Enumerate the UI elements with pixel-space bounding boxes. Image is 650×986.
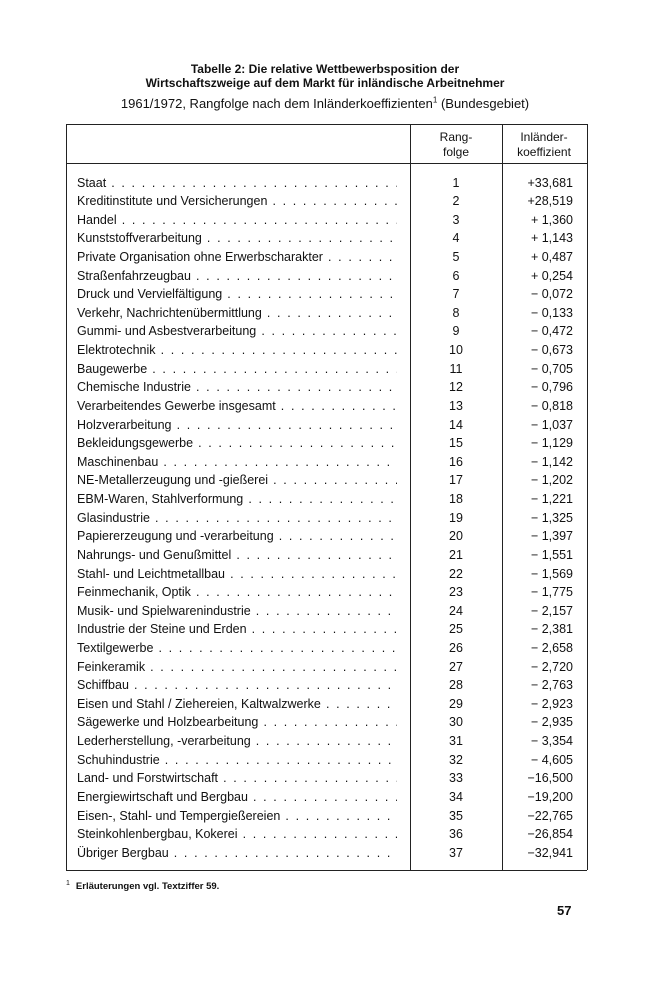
- row-coefficient: − 1,142: [530, 454, 573, 469]
- row-industry-name: Gummi- und Asbestverarbeitung . . .: [77, 322, 397, 340]
- table-row: [66, 434, 586, 453]
- row-coefficient: −26,854: [527, 827, 573, 842]
- row-industry-name: Industrie der Steine und Erden . . .: [77, 620, 397, 638]
- header-coef-line-1: Inländer-: [520, 130, 568, 144]
- row-industry-name: Feinkeramik . . .: [77, 658, 397, 676]
- row-coefficient: − 1,325: [530, 510, 573, 525]
- row-rank: 24: [449, 603, 463, 618]
- row-coefficient: + 0,254: [530, 268, 573, 283]
- row-rank: 36: [449, 827, 463, 842]
- row-rank: 31: [449, 734, 463, 749]
- row-coefficient: − 1,569: [530, 566, 573, 581]
- row-coefficient: + 0,487: [530, 249, 573, 264]
- row-rank: 37: [449, 845, 463, 860]
- row-coefficient: − 2,658: [530, 641, 573, 655]
- row-industry-name: Private Organisation ohne Erwerbscharakter . . .: [77, 248, 397, 266]
- row-industry-name: Staat . . .: [77, 174, 397, 192]
- row-industry-name: Kunststoffverarbeitung . . .: [77, 229, 397, 247]
- table-row: [66, 639, 586, 658]
- table-row: [66, 732, 586, 751]
- row-rank: 18: [449, 492, 463, 507]
- row-coefficient: + 1,360: [530, 212, 573, 227]
- row-coefficient: −32,941: [527, 845, 573, 860]
- row-industry-name: Verarbeitendes Gewerbe insgesamt . . .: [77, 397, 397, 415]
- row-coefficient: + 1,143: [530, 231, 573, 246]
- table-bottom-rule: [66, 870, 587, 871]
- row-industry-name: Musik- und Spielwarenindustrie . . .: [77, 602, 397, 620]
- table-row: [66, 602, 586, 621]
- row-industry-name: Energiewirtschaft und Bergbau . . .: [77, 788, 397, 806]
- table-row: [66, 825, 586, 844]
- row-rank: 3: [452, 212, 460, 227]
- row-rank: 27: [449, 659, 463, 674]
- row-rank: 30: [449, 715, 463, 730]
- row-industry-name: Holzverarbeitung . . .: [77, 416, 397, 434]
- footnote-text: Erläuterungen vgl. Textziffer 59.: [75, 881, 220, 893]
- row-industry-name: Druck und Vervielfältigung . . .: [77, 285, 397, 303]
- row-coefficient: − 2,763: [530, 678, 573, 693]
- row-rank: 6: [452, 268, 460, 283]
- row-rank: 7: [452, 287, 460, 302]
- row-coefficient: − 2,157: [530, 603, 573, 618]
- page-number: 57: [557, 903, 572, 918]
- row-rank: 32: [449, 752, 463, 767]
- row-industry-name: Eisen und Stahl / Ziehereien, Kaltwalzwerke . . .: [77, 695, 397, 713]
- row-industry-name: Maschinenbau . . .: [77, 453, 397, 471]
- table-row: [66, 453, 586, 472]
- table-row: [66, 658, 586, 677]
- row-rank: 22: [449, 566, 463, 581]
- row-industry-name: Lederherstellung, -verarbeitung . . .: [77, 732, 397, 750]
- table-row: [66, 304, 586, 323]
- table-row: [66, 341, 586, 360]
- row-rank: 33: [449, 771, 463, 786]
- row-rank: 12: [449, 380, 463, 395]
- row-coefficient: − 2,381: [530, 622, 573, 637]
- table-row: [66, 844, 586, 863]
- table-row: [66, 211, 586, 230]
- row-rank: 13: [449, 398, 463, 413]
- row-industry-name: Sägewerke und Holzbearbeitung . . .: [77, 713, 397, 731]
- title-line-2: Wirtschaftszweige auf dem Markt für inländische Arbeitnehmer: [145, 76, 505, 90]
- row-rank: 29: [449, 696, 463, 711]
- row-rank: 4: [452, 231, 460, 246]
- footnote-mark: 1: [66, 880, 70, 887]
- row-industry-name: Elektrotechnik . . .: [77, 341, 397, 359]
- row-coefficient: − 0,705: [530, 361, 573, 376]
- row-coefficient: − 1,202: [530, 473, 573, 488]
- row-rank: 26: [449, 641, 463, 655]
- subtitle-footnote-mark: 1: [432, 95, 438, 105]
- row-coefficient: −19,200: [527, 789, 573, 804]
- table-row: [66, 769, 586, 788]
- row-coefficient: − 0,673: [530, 343, 573, 358]
- table-row: [66, 471, 586, 490]
- table-row: [66, 695, 586, 714]
- subtitle-text: 1961/1972, Rangfolge nach dem Inländerkoeffizienten: [120, 96, 433, 111]
- row-industry-name: Steinkohlenbergbau, Kokerei . . .: [77, 825, 397, 843]
- row-industry-name: Handel . . .: [77, 211, 397, 229]
- table-row: [66, 285, 586, 304]
- row-coefficient: − 1,397: [530, 529, 573, 544]
- row-coefficient: − 0,133: [530, 305, 573, 320]
- subtitle-tail: (Bundesgebiet): [437, 96, 530, 111]
- row-rank: 16: [449, 454, 463, 469]
- row-coefficient: − 1,775: [530, 585, 573, 600]
- header-rank: [410, 130, 502, 160]
- header-rank-line-2: folge: [442, 145, 470, 159]
- row-rank: 11: [449, 361, 463, 376]
- row-coefficient: +33,681: [527, 175, 573, 190]
- row-industry-name: Verkehr, Nachrichtenübermittlung . . .: [77, 304, 397, 322]
- row-rank: 20: [449, 529, 463, 544]
- table-row: [66, 360, 586, 379]
- footnote: [66, 880, 219, 892]
- row-rank: 25: [449, 622, 463, 637]
- row-rank: 2: [452, 194, 460, 209]
- row-coefficient: −22,765: [527, 808, 573, 823]
- table-row: [66, 788, 586, 807]
- table-row: [66, 397, 586, 416]
- row-coefficient: −16,500: [527, 771, 573, 786]
- table-row: [66, 807, 586, 826]
- row-rank: 8: [452, 305, 460, 320]
- row-industry-name: Eisen-, Stahl- und Tempergießereien . . .: [77, 807, 397, 825]
- row-rank: 19: [449, 510, 463, 525]
- row-industry-name: Papiererzeugung und -verarbeitung . . .: [77, 527, 397, 545]
- row-coefficient: − 1,037: [530, 417, 573, 432]
- table-row: [66, 676, 586, 695]
- row-industry-name: Nahrungs- und Genußmittel . . .: [77, 546, 397, 564]
- row-rank: 34: [449, 789, 463, 804]
- row-coefficient: − 4,605: [530, 752, 573, 767]
- table-subtitle: [0, 96, 650, 112]
- table-row: [66, 546, 586, 565]
- row-industry-name: Bekleidungsgewerbe . . .: [77, 434, 397, 452]
- row-coefficient: − 1,551: [530, 547, 573, 562]
- table-row: [66, 174, 586, 193]
- row-industry-name: Land- und Forstwirtschaft . . .: [77, 769, 397, 787]
- row-industry-name: Straßenfahrzeugbau . . .: [77, 267, 397, 285]
- table-row: [66, 192, 586, 211]
- table-title: [0, 62, 650, 90]
- row-industry-name: Schuhindustrie . . .: [77, 751, 397, 769]
- row-industry-name: Glasindustrie . . .: [77, 509, 397, 527]
- title-line-1: Tabelle 2: Die relative Wettbewerbsposition der: [190, 62, 460, 76]
- header-coefficient: [502, 130, 586, 160]
- table-top-rule: [66, 124, 587, 125]
- table-row: [66, 527, 586, 546]
- row-coefficient: − 3,354: [530, 734, 573, 749]
- table-row: [66, 509, 586, 528]
- table-row: [66, 751, 586, 770]
- row-industry-name: Übriger Bergbau . . .: [77, 844, 397, 862]
- table-row: [66, 322, 586, 341]
- row-industry-name: Baugewerbe . . .: [77, 360, 397, 378]
- row-rank: 9: [452, 324, 460, 339]
- table-row: [66, 565, 586, 584]
- row-coefficient: − 2,923: [530, 696, 573, 711]
- row-rank: 17: [449, 473, 463, 488]
- header-rank-line-1: Rang-: [439, 130, 473, 144]
- row-rank: 10: [449, 343, 463, 358]
- table-row: [66, 267, 586, 286]
- row-coefficient: +28,519: [527, 194, 573, 209]
- table-row: [66, 378, 586, 397]
- table-row: [66, 416, 586, 435]
- header-coef-line-2: koeffizient: [517, 145, 571, 159]
- row-industry-name: NE-Metallerzeugung und -gießerei . . .: [77, 471, 397, 489]
- table-row: [66, 583, 586, 602]
- row-coefficient: − 0,472: [530, 324, 573, 339]
- row-industry-name: EBM-Waren, Stahlverformung . . .: [77, 490, 397, 508]
- row-rank: 28: [449, 678, 463, 693]
- row-coefficient: − 0,818: [530, 398, 573, 413]
- table-row: [66, 713, 586, 732]
- row-coefficient: − 1,129: [530, 436, 573, 451]
- table-row: [66, 248, 586, 267]
- row-coefficient: − 1,221: [530, 492, 573, 507]
- row-coefficient: − 2,720: [530, 659, 573, 674]
- row-rank: 21: [449, 547, 463, 562]
- row-rank: 35: [449, 808, 463, 823]
- table-row: [66, 490, 586, 509]
- row-rank: 23: [449, 585, 463, 600]
- row-rank: 14: [449, 417, 463, 432]
- table-row: [66, 229, 586, 248]
- row-industry-name: Schiffbau . . .: [77, 676, 397, 694]
- row-industry-name: Stahl- und Leichtmetallbau . . .: [77, 565, 397, 583]
- row-industry-name: Textilgewerbe . . .: [77, 639, 397, 657]
- row-rank: 5: [452, 249, 460, 264]
- header-bottom-rule: [66, 163, 587, 164]
- row-rank: 15: [449, 436, 463, 451]
- row-coefficient: − 2,935: [530, 715, 573, 730]
- row-coefficient: − 0,796: [530, 380, 573, 395]
- row-coefficient: − 0,072: [530, 287, 573, 302]
- row-rank: 1: [452, 175, 460, 190]
- row-industry-name: Feinmechanik, Optik . . .: [77, 583, 397, 601]
- table-row: [66, 620, 586, 639]
- row-industry-name: Kreditinstitute und Versicherungen . . .: [77, 192, 397, 210]
- row-industry-name: Chemische Industrie . . .: [77, 378, 397, 396]
